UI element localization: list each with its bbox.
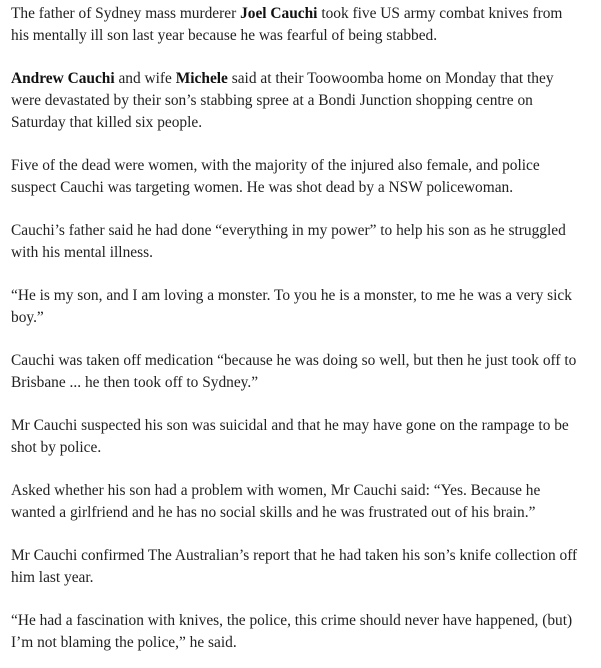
person-name-michele: Michele: [175, 70, 228, 87]
article-paragraph-10: “He had a fascination with knives, the police, this crime should never have happened, (but) I’m not blaming the police,” he said.: [11, 612, 573, 651]
person-name-andrew-cauchi: Andrew Cauchi: [11, 70, 115, 87]
article-paragraph-3: Five of the dead were women, with the majority of the injured also female, and police suspect Cauchi was targeting women. He was shot dead by a NSW policewoman.: [11, 157, 540, 196]
paragraph-text: The father of Sydney mass murderer: [11, 5, 241, 22]
article-paragraph-1: [11, 3, 581, 47]
article-paragraph-9: Mr Cauchi confirmed The Australian’s report that he had taken his son’s knife collection off him last year.: [11, 547, 578, 586]
article-paragraph-5: “He is my son, and I am loving a monster. To you he is a monster, to me he was a very sick boy.”: [11, 287, 572, 326]
article-paragraph-7: Mr Cauchi suspected his son was suicidal and that he may have gone on the rampage to be shot by police.: [11, 417, 569, 456]
person-name-joel-cauchi: Joel Cauchi: [240, 5, 318, 22]
paragraph-text: said at their Toowoomba home on Monday that they were devastated by their son’s stabbing spree at a Bondi Junction shopping centre on Saturday that killed six people.: [11, 70, 554, 131]
paragraph-text: took five US army combat knives from his mentally ill son last year because he was fearful of being stabbed.: [11, 5, 563, 44]
article-paragraph-6: Cauchi was taken off medication “because he was doing so well, but then he just took off to Brisbane ... he then took off to Sydney.”: [11, 352, 577, 391]
article-paragraph-2: [11, 68, 581, 134]
article-paragraph-4: Cauchi’s father said he had done “everything in my power” to help his son as he struggled with his mental illness.: [11, 222, 566, 261]
article-paragraph-8: Asked whether his son had a problem with women, Mr Cauchi said: “Yes. Because he wanted a girlfriend and he has no social skills and he was frustrated out of his brain.”: [11, 482, 541, 521]
paragraph-text: and wife: [114, 70, 176, 87]
